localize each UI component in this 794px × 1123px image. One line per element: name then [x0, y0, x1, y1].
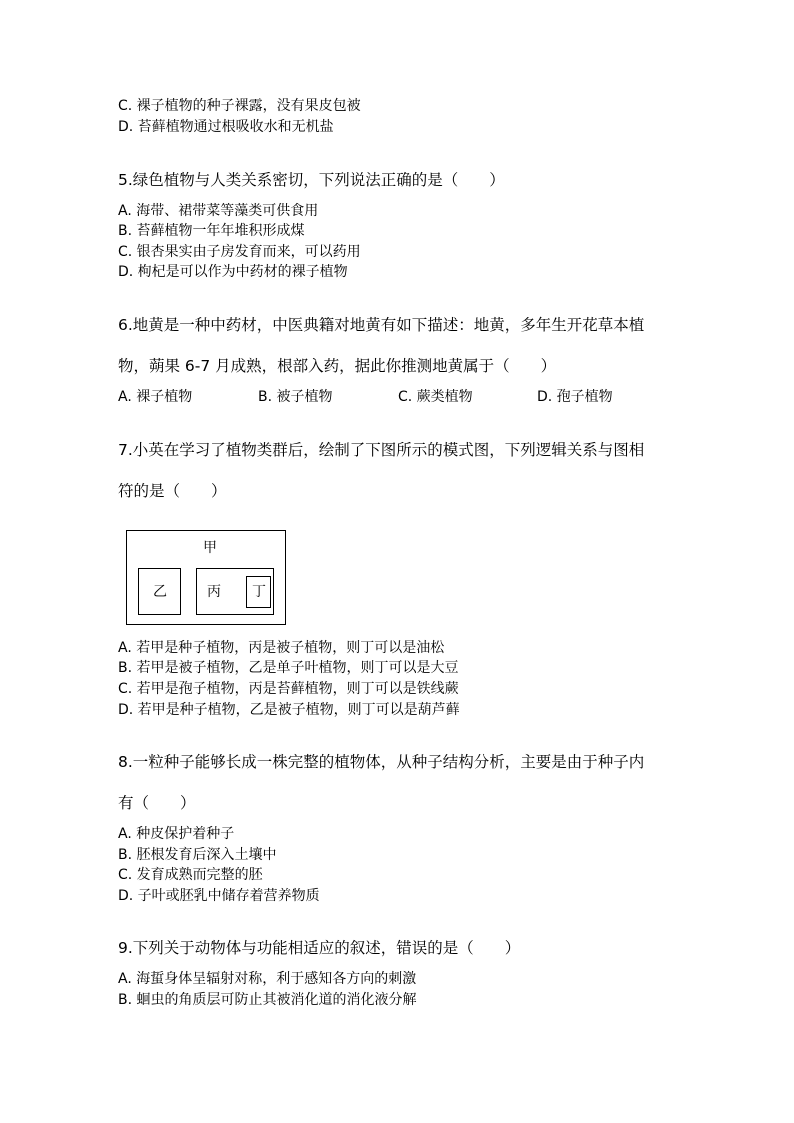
- q6-stem-line1: 6.地黄是一种中药材，中医典籍对地黄有如下描述：地黄，多年生开花草本植: [118, 316, 645, 334]
- q6-option-d: D. 孢子植物: [537, 389, 613, 405]
- q9-stem: 9.下列关于动物体与功能相适应的叙述，错误的是（ ）: [118, 939, 521, 957]
- q8-stem-line2: 有（ ）: [118, 794, 196, 812]
- diagram-outer-label: 甲: [203, 540, 217, 556]
- q7-option-a: A. 若甲是种子植物，丙是被子植物，则丁可以是油松: [118, 640, 445, 656]
- q6-option-c: C. 蕨类植物: [398, 389, 473, 405]
- diagram-middle-label: 丙: [207, 584, 221, 600]
- q5-option-d: D. 枸杞是可以作为中药材的裸子植物: [118, 264, 348, 280]
- diagram-middle-box: [196, 568, 274, 615]
- q8-option-c: C. 发育成熟而完整的胚: [118, 867, 263, 883]
- q8-stem-line1: 8.一粒种子能够长成一株完整的植物体，从种子结构分析，主要是由于种子内: [118, 753, 645, 771]
- q6-option-a: A. 裸子植物: [118, 389, 193, 405]
- q9-option-a: A. 海蜇身体呈辐射对称，利于感知各方向的刺激: [118, 971, 417, 987]
- q4-option-d: D. 苔藓植物通过根吸收水和无机盐: [118, 119, 334, 135]
- diagram-left-label: 乙: [153, 584, 167, 600]
- q7-stem-line2: 符的是（ ）: [118, 482, 227, 500]
- q7-stem-line1: 7.小英在学习了植物类群后，绘制了下图所示的模式图，下列逻辑关系与图相: [118, 441, 645, 459]
- q4-option-c: C. 裸子植物的种子裸露，没有果皮包被: [118, 98, 361, 114]
- q5-option-a: A. 海带、裙带菜等藻类可供食用: [118, 203, 319, 219]
- q8-option-d: D. 子叶或胚乳中储存着营养物质: [118, 888, 320, 904]
- q9-option-b: B. 蛔虫的角质层可防止其被消化道的消化液分解: [118, 992, 417, 1008]
- q7-option-c: C. 若甲是孢子植物，丙是苔藓植物，则丁可以是铁线蕨: [118, 681, 459, 697]
- diagram-outer-box: [126, 530, 286, 625]
- q7-option-d: D. 若甲是种子植物，乙是被子植物，则丁可以是葫芦藓: [118, 702, 460, 718]
- q6-options: [118, 388, 678, 406]
- q6-option-b: B. 被子植物: [258, 389, 333, 405]
- q6-stem-line2: 物，蒴果 6-7 月成熟，根部入药，据此你推测地黄属于（ ）: [118, 357, 557, 375]
- q8-option-a: A. 种皮保护着种子: [118, 826, 235, 842]
- q7-option-b: B. 若甲是被子植物，乙是单子叶植物，则丁可以是大豆: [118, 660, 459, 676]
- diagram-inner-box: [246, 576, 271, 608]
- q5-option-b: B. 苔藓植物一年年堆积形成煤: [118, 223, 305, 239]
- q5-stem: 5.绿色植物与人类关系密切，下列说法正确的是（ ）: [118, 171, 505, 189]
- q8-option-b: B. 胚根发育后深入土壤中: [118, 847, 277, 863]
- diagram-inner-label: 丁: [252, 584, 266, 600]
- q5-option-c: C. 银杏果实由子房发育而来，可以药用: [118, 244, 361, 260]
- diagram-left-box: [138, 568, 181, 615]
